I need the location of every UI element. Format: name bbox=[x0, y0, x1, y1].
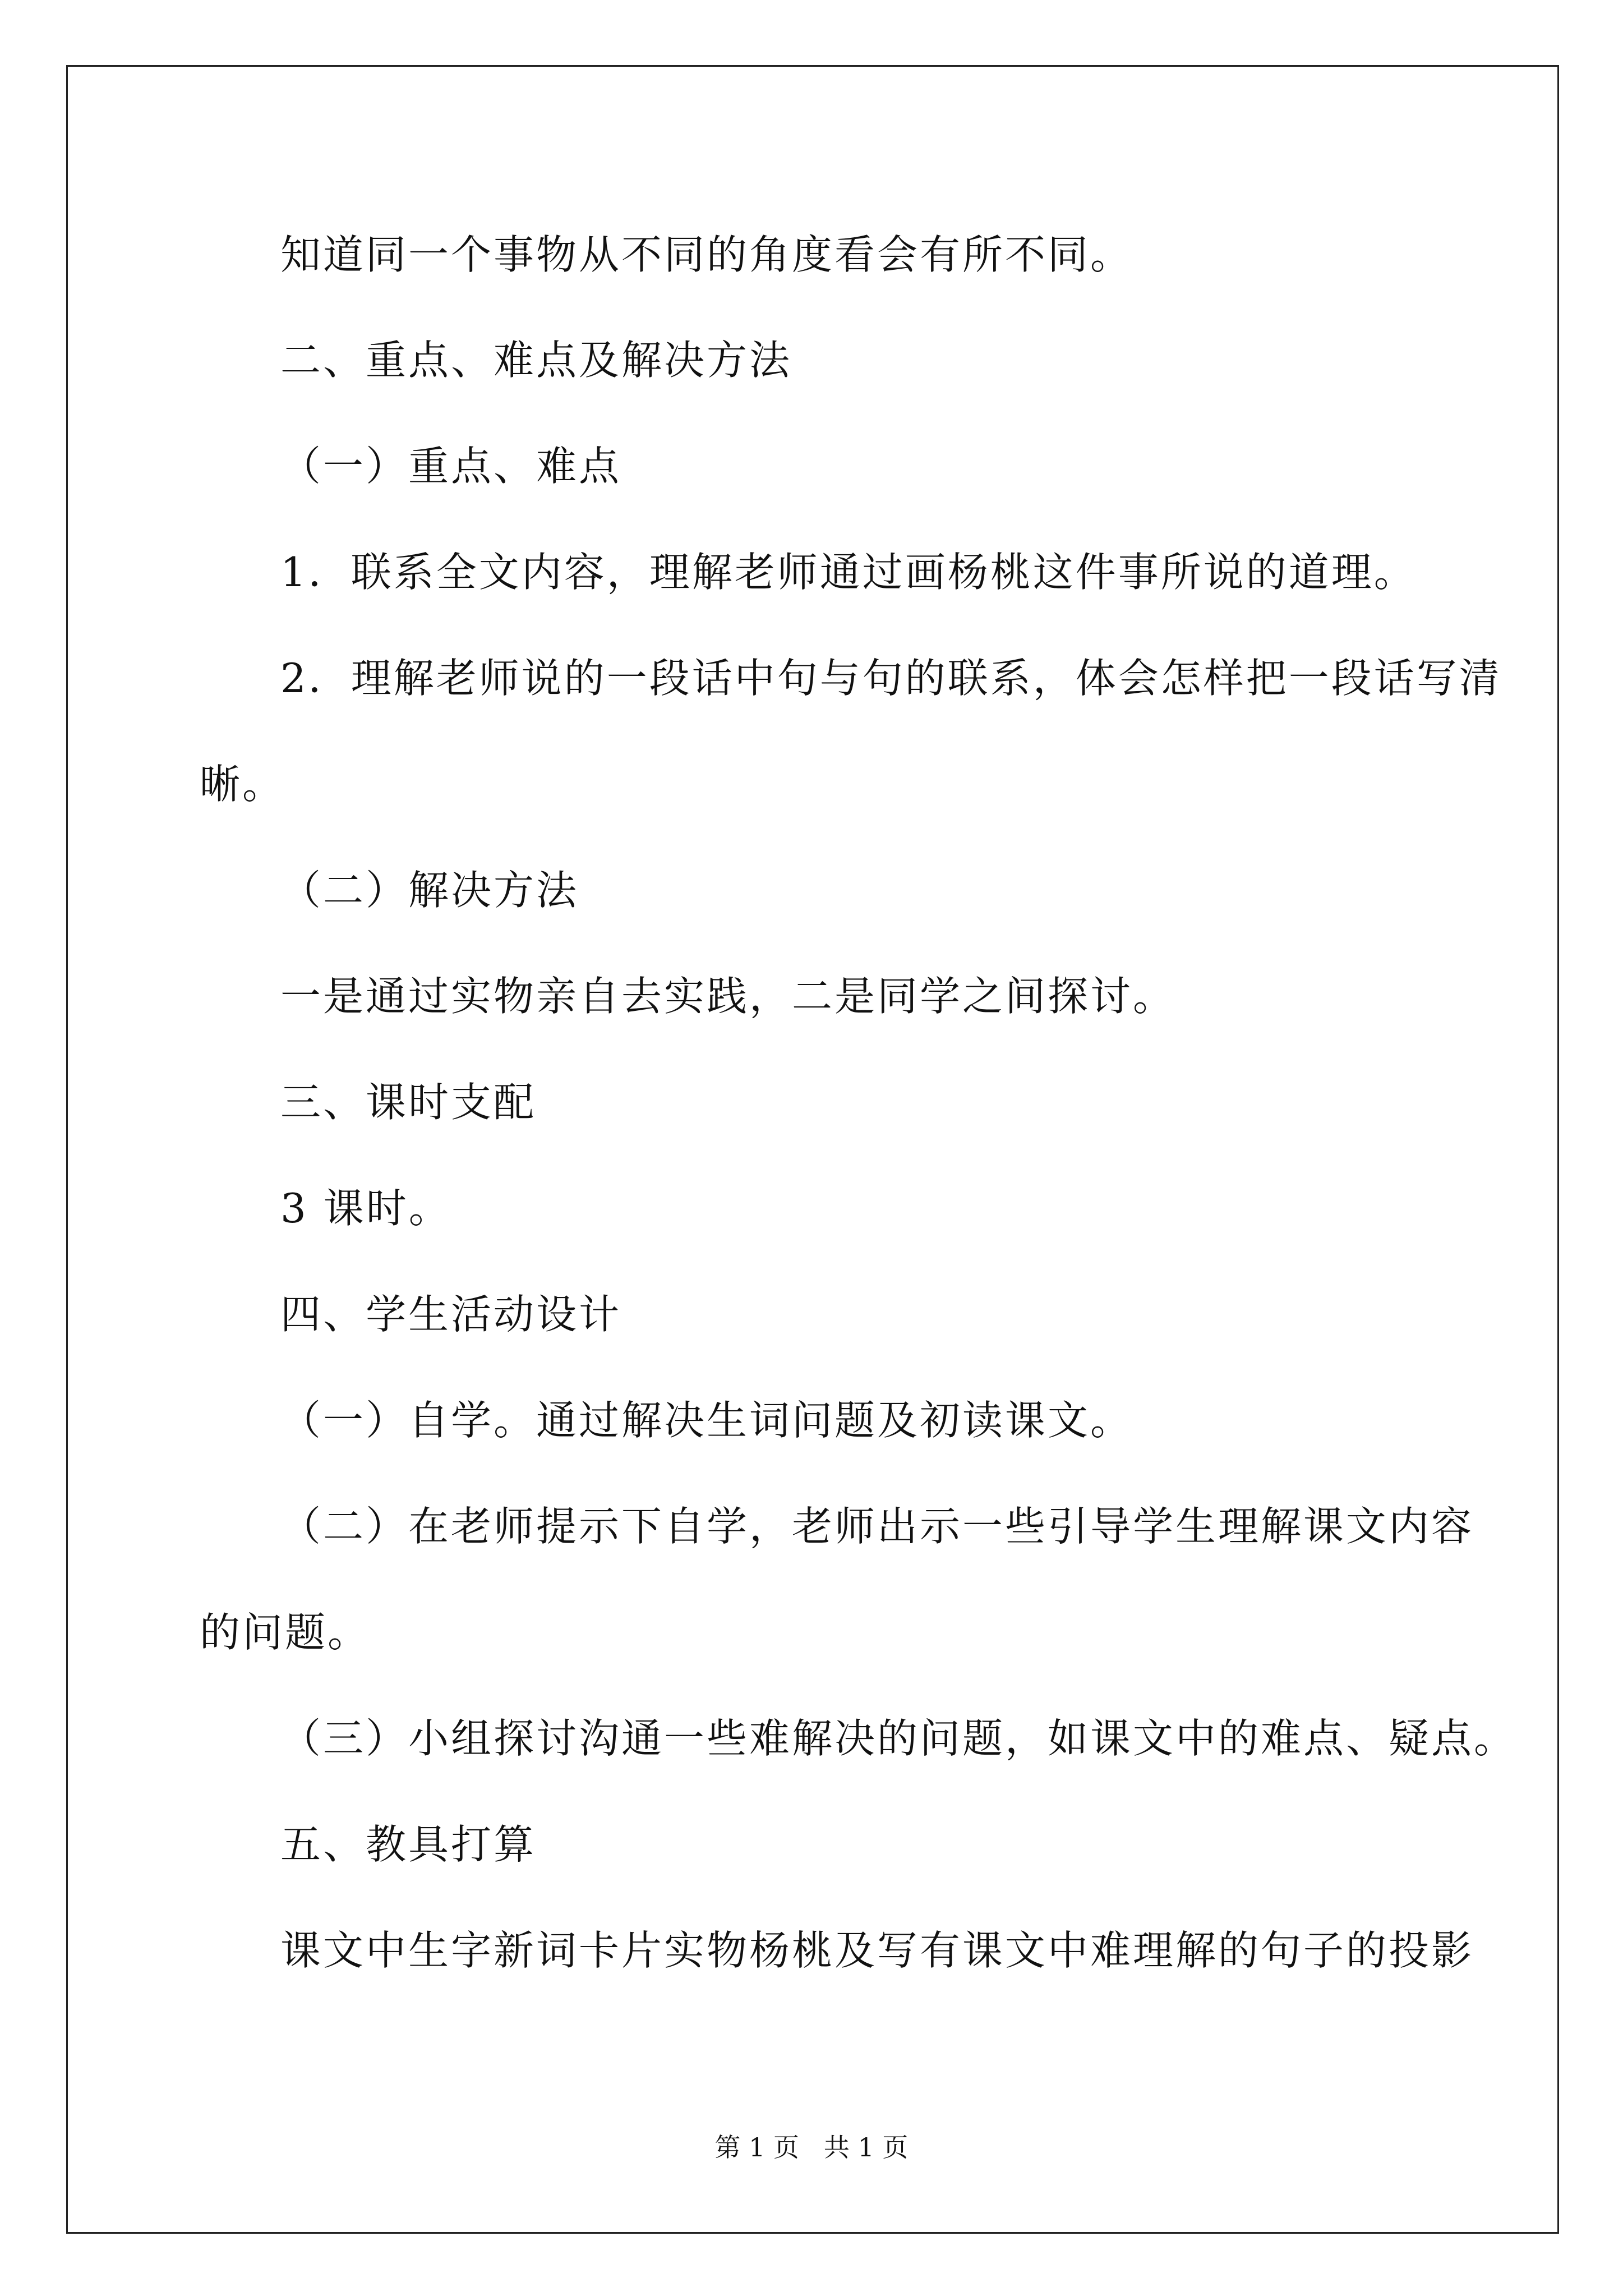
section-heading-4: 四、学生活动设计 bbox=[280, 1291, 622, 1338]
subheading-methods: （二）解决方法 bbox=[280, 867, 579, 914]
activity-item-2: （二）在老师提示下自学，老师出示一些引导学生理解课文内容 bbox=[280, 1503, 1474, 1550]
list-item-1: 1．联系全文内容，理解老师通过画杨桃这件事所说的道理。 bbox=[280, 549, 1417, 596]
activity-item-1: （一）自学。通过解决生词问题及初读课文。 bbox=[280, 1397, 1133, 1444]
page-frame bbox=[66, 65, 1559, 2234]
section-heading-5: 五、教具打算 bbox=[280, 1821, 537, 1868]
activity-item-2-continued: 的问题。 bbox=[200, 1609, 371, 1656]
section-heading-2: 二、重点、难点及解决方法 bbox=[280, 337, 792, 384]
list-item-2: 2．理解老师说的一段话中句与句的联系，体会怎样把一段话写清 bbox=[280, 655, 1502, 702]
activity-item-3: （三）小组探讨沟通一些难解决的问题，如课文中的难点、疑点。 bbox=[280, 1715, 1517, 1762]
text-line-class-hours: 3 课时。 bbox=[280, 1185, 451, 1232]
text-line-methods: 一是通过实物亲自去实践，二是同学之间探讨。 bbox=[280, 973, 1176, 1020]
list-item-2-continued: 晰。 bbox=[200, 761, 285, 808]
text-line-1: 知道同一个事物从不同的角度看会有所不同。 bbox=[280, 231, 1133, 278]
subheading-key-points: （一）重点、难点 bbox=[280, 443, 622, 490]
text-line-materials: 课文中生字新词卡片实物杨桃及写有课文中难理解的句子的投影 bbox=[280, 1927, 1474, 1974]
page-footer: 第 1 页 共 1 页 bbox=[714, 2132, 909, 2162]
section-heading-3: 三、课时支配 bbox=[280, 1079, 537, 1126]
